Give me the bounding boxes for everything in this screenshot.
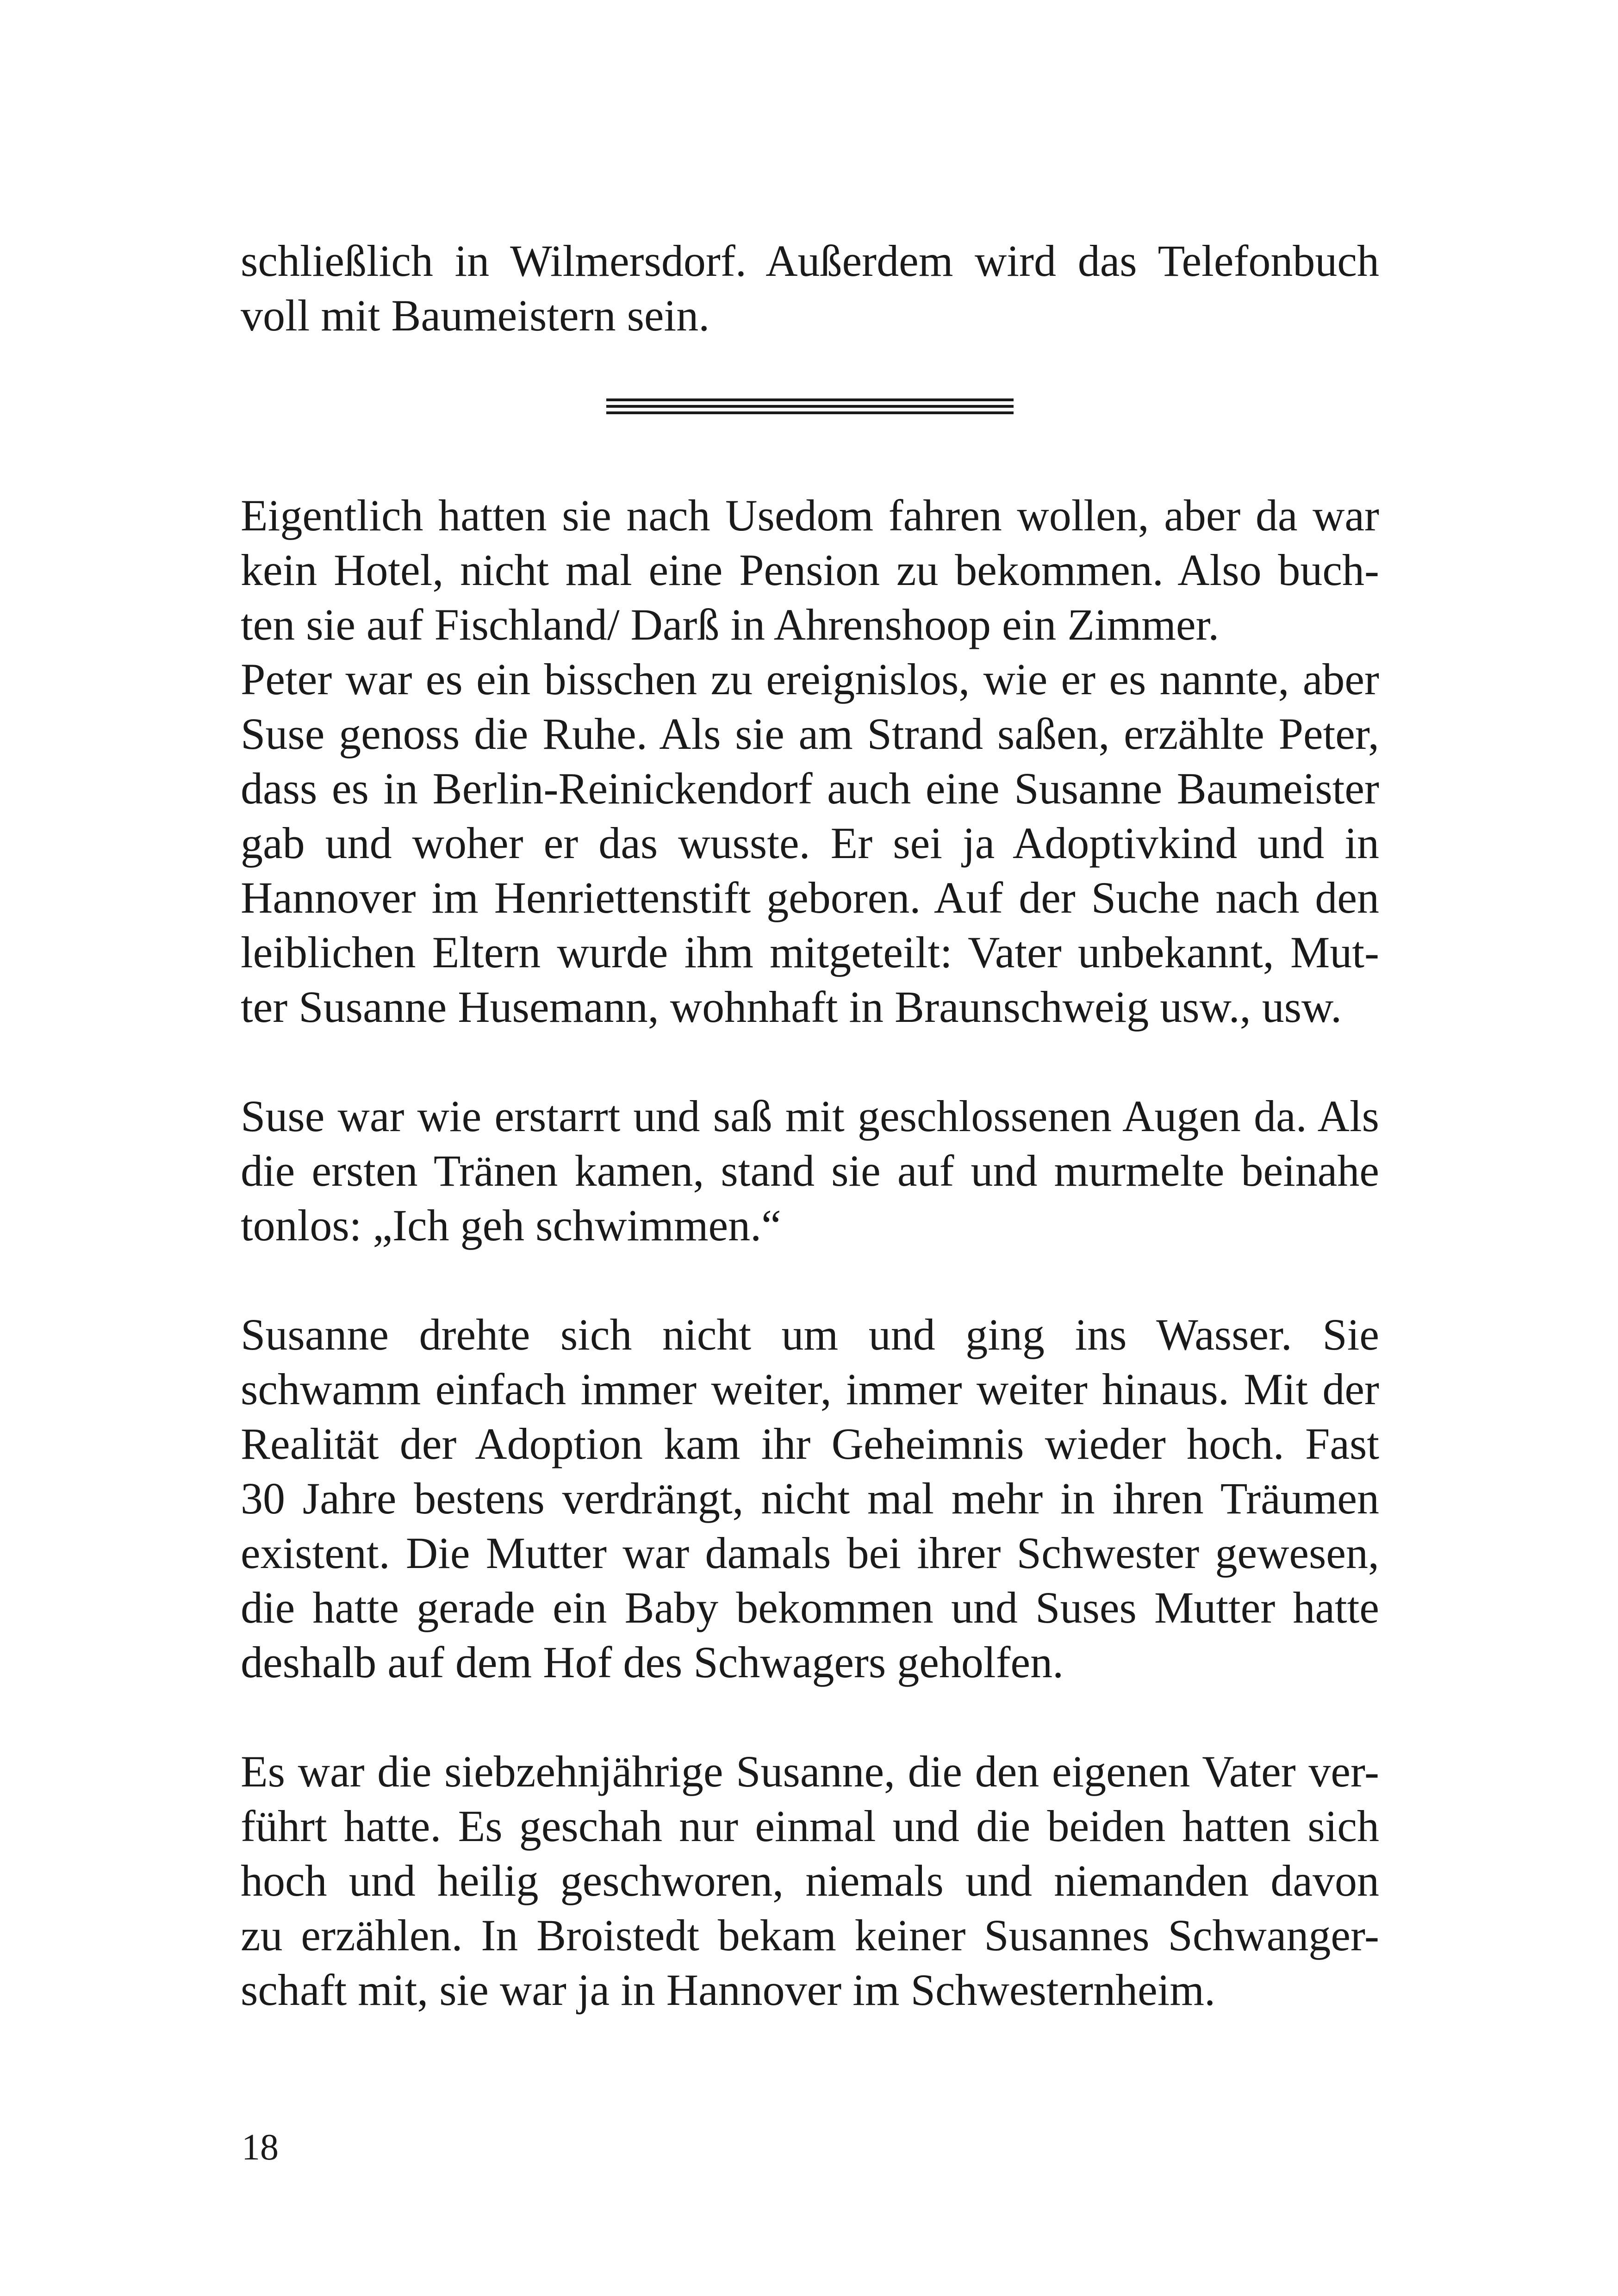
text-line: Susanne drehte sich nicht um und ging ins Wasser. Sie bbox=[241, 1310, 1379, 1359]
divider-rule bbox=[606, 405, 1014, 408]
paragraph-1 bbox=[241, 234, 1379, 343]
page-number: 18 bbox=[242, 2127, 279, 2168]
text-line: Eigentlich hatten sie nach Usedom fahren wollen, aber da war bbox=[241, 491, 1379, 540]
paragraph-gap bbox=[241, 1253, 1379, 1307]
text-line: voll mit Baumeistern sein. bbox=[241, 291, 710, 340]
text-line: schwamm einfach immer weiter, immer weiter hinaus. Mit der bbox=[241, 1364, 1379, 1414]
text-line: Suse genoss die Ruhe. Als sie am Strand saßen, erzählte Peter, bbox=[241, 709, 1379, 759]
text-line: hoch und heilig geschworen, niemals und niemanden davon bbox=[241, 1856, 1379, 1905]
paragraph-5 bbox=[241, 1744, 1379, 2017]
paragraph-3 bbox=[241, 1089, 1379, 1253]
divider-rule bbox=[606, 398, 1014, 401]
text-line: existent. Die Mutter war damals bei ihrer Schwester gewesen, bbox=[241, 1528, 1379, 1578]
text-line: gab und woher er das wusste. Er sei ja Adoptivkind und in bbox=[241, 818, 1379, 868]
text-line: Peter war es ein bisschen zu ereignislos, wie er es nannte, aber bbox=[241, 654, 1379, 704]
paragraph-4 bbox=[241, 1307, 1379, 1690]
body-text bbox=[241, 234, 1379, 2017]
text-line: die ersten Tränen kamen, stand sie auf und murmelte beinahe bbox=[241, 1146, 1379, 1195]
text-line: leiblichen Eltern wurde ihm mitgeteilt: Vater unbekannt, Mut- bbox=[241, 927, 1379, 977]
text-line: Realität der Adoption kam ihr Geheimnis wieder hoch. Fast bbox=[241, 1419, 1379, 1468]
text-line: schließlich in Wilmersdorf. Außerdem wird das Telefonbuch bbox=[241, 236, 1379, 286]
paragraph-gap bbox=[241, 1690, 1379, 1744]
text-line: tonlos: „Ich geh schwimmen.“ bbox=[241, 1201, 781, 1250]
text-line: Es war die siebzehnjährige Susanne, die den eigenen Vater ver- bbox=[241, 1747, 1379, 1796]
text-line: ter Susanne Husemann, wohnhaft in Braunschweig usw., usw. bbox=[241, 982, 1342, 1032]
paragraph-gap bbox=[241, 1034, 1379, 1089]
text-line: Hannover im Henriettenstift geboren. Auf der Suche nach den bbox=[241, 873, 1379, 922]
text-line: führt hatte. Es geschah nur einmal und die beiden hatten sich bbox=[241, 1801, 1379, 1851]
text-line: 30 Jahre bestens verdrängt, nicht mal mehr in ihren Träumen bbox=[241, 1474, 1379, 1523]
text-line: schaft mit, sie war ja in Hannover im Schwesternheim. bbox=[241, 1965, 1216, 2015]
text-line: kein Hotel, nicht mal eine Pension zu bekommen. Also buch- bbox=[241, 545, 1379, 595]
text-line: zu erzählen. In Broistedt bekam keiner Susannes Schwanger- bbox=[241, 1910, 1379, 1960]
text-line: ten sie auf Fischland/ Darß in Ahrenshoop ein Zimmer. bbox=[241, 600, 1220, 649]
text-line: Suse war wie erstarrt und saß mit geschlossenen Augen da. Als bbox=[241, 1091, 1379, 1141]
section-divider bbox=[606, 398, 1014, 419]
divider-rule bbox=[606, 411, 1014, 414]
text-line: dass es in Berlin-Reinickendorf auch eine Susanne Baumeister bbox=[241, 764, 1379, 813]
paragraph-2 bbox=[241, 488, 1379, 1034]
text-line: die hatte gerade ein Baby bekommen und Suses Mutter hatte bbox=[241, 1583, 1379, 1632]
text-line: deshalb auf dem Hof des Schwagers geholfen. bbox=[241, 1637, 1064, 1687]
